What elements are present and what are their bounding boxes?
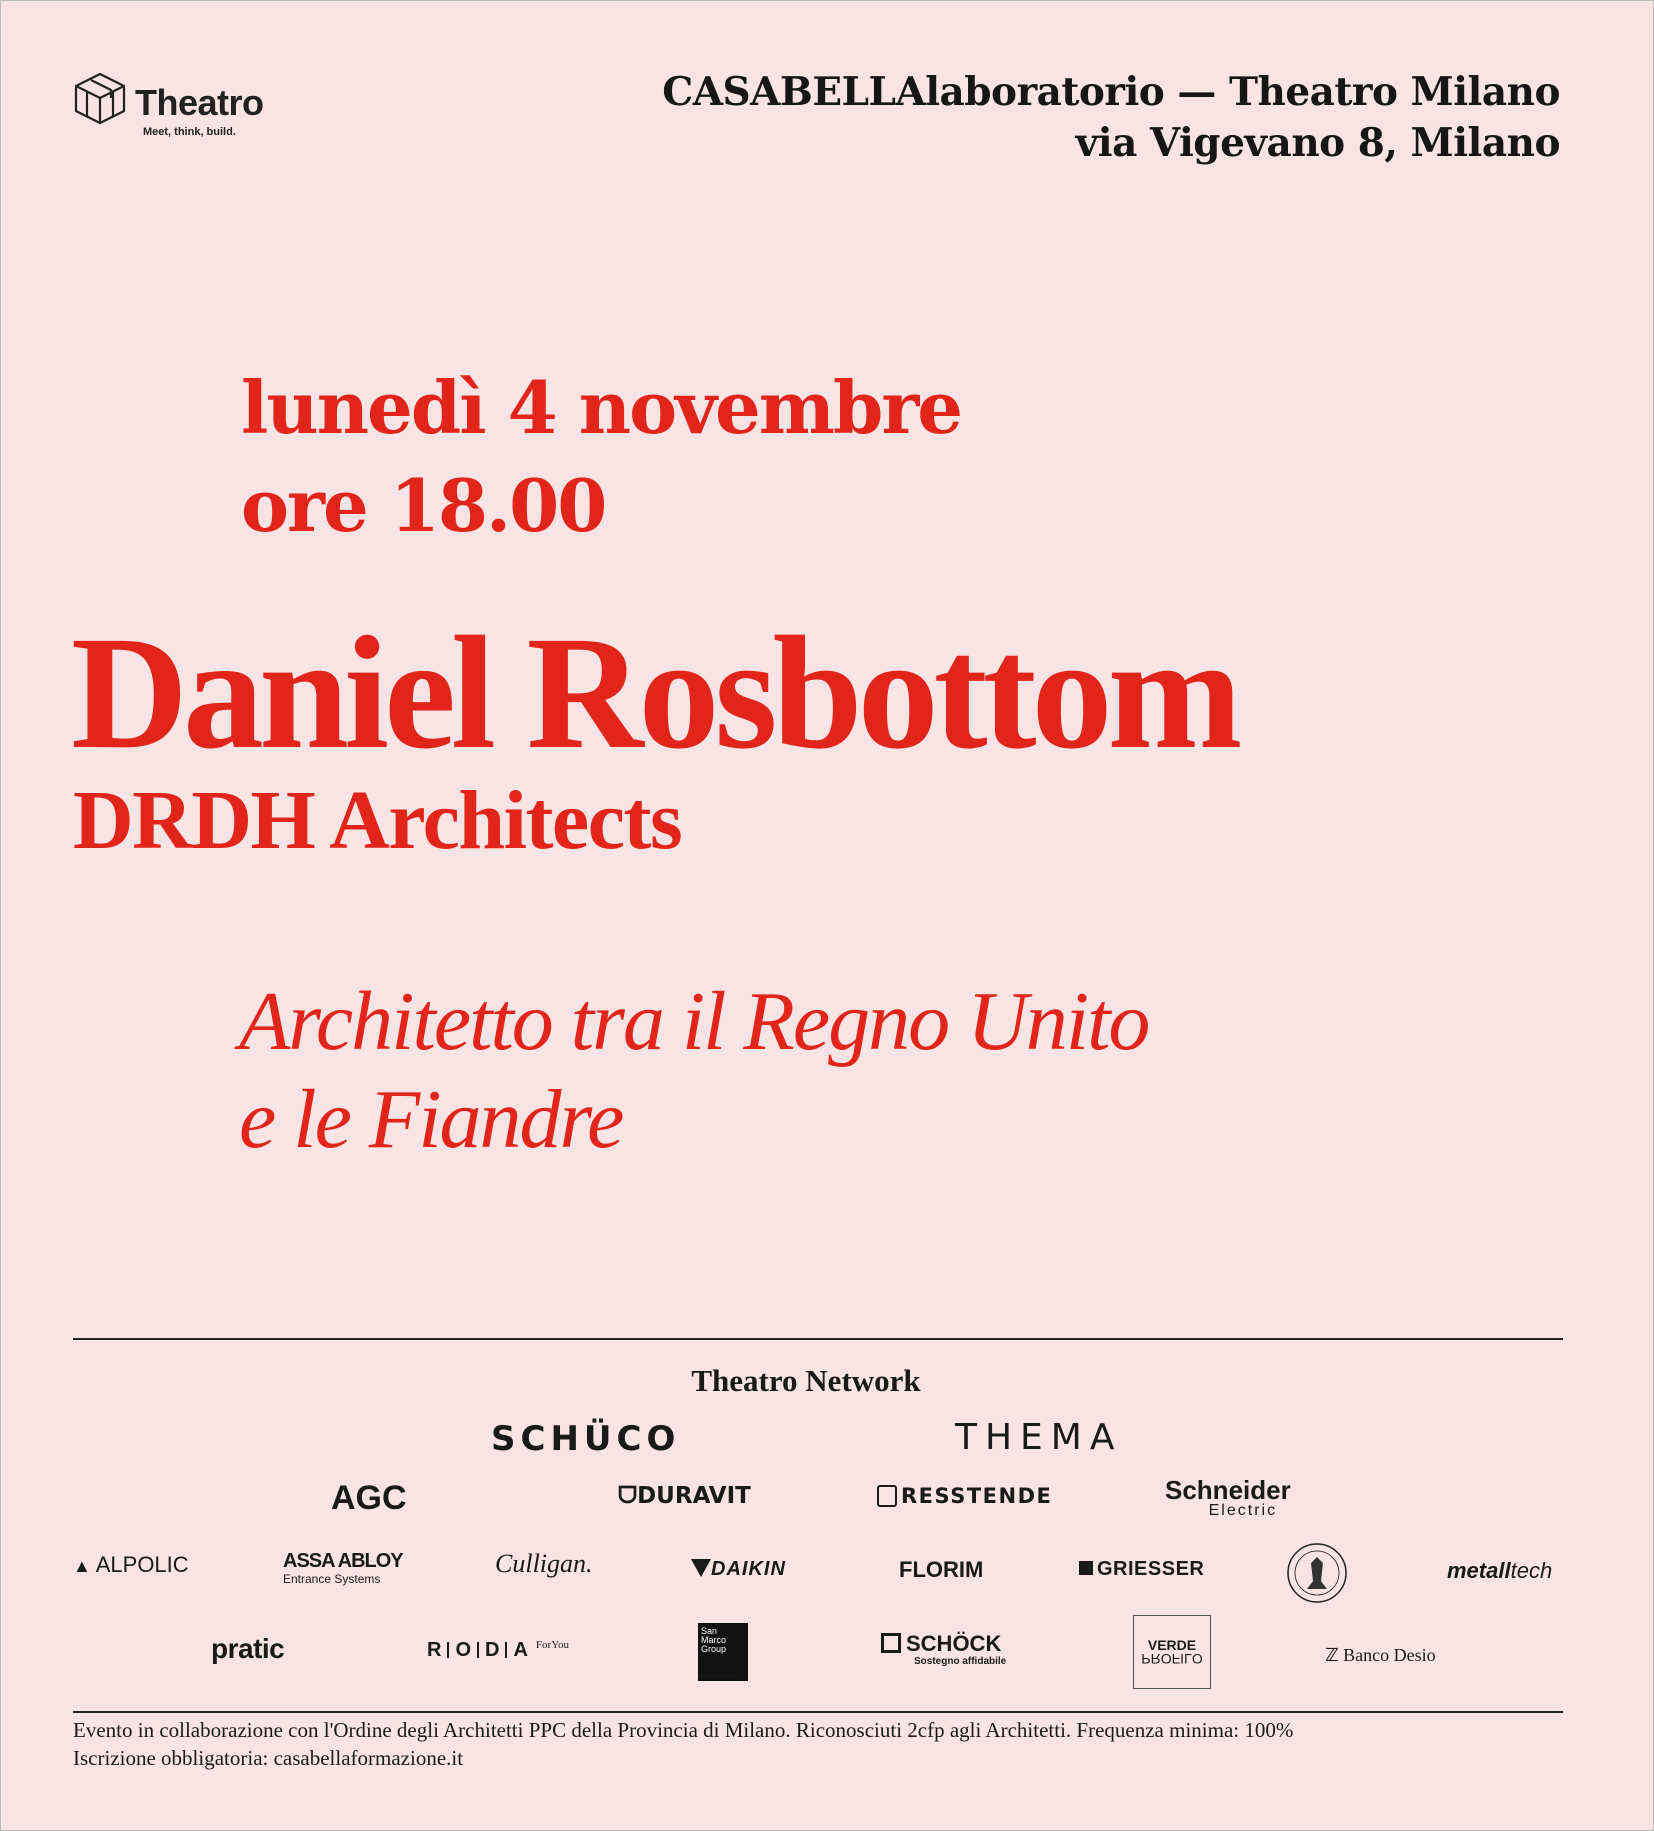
brand-florim: FLORIM [899,1557,984,1582]
theatro-cube-icon [71,71,129,125]
griesser-icon [1079,1561,1093,1575]
event-datetime [241,359,961,555]
brand-metalltech: metalltech [1447,1558,1553,1583]
footer-registration: Iscrizione obbligatoria: casabellaformazione.it [73,1746,464,1770]
brand-culligan: Culligan. [495,1549,593,1578]
venue-name: CASABELLAlaboratorio — Theatro Milano [662,69,1560,115]
brand-schoeck: SCHÖCK Sostegno affidabile [881,1633,1006,1667]
brand-pratic: pratic [211,1633,285,1664]
brand-schneider: Schneider Electric [1165,1475,1291,1519]
subtitle-line-2: e le Fiandre [239,1073,623,1166]
brand-assa-abloy: ASSA ABLOY Entrance Systems [283,1550,403,1586]
theatro-logo [71,71,264,138]
ordine-architetti-seal-icon [1283,1541,1351,1605]
daikin-icon [691,1559,711,1577]
event-time: ore 18.00 [241,463,606,548]
schoeck-icon [881,1633,901,1653]
resstende-icon [877,1485,897,1507]
brand-schueco: SCHÜCO [491,1419,681,1459]
venue-block [662,67,1560,169]
footer-credits: Evento in collaborazione con l'Ordine degli Architetti PPC della Provincia di Milano. Riconosciuti 2cfp agli Architetti. Frequenza minima: 100% [73,1718,1294,1742]
san-marco-tagline: DESIGN THE FUTURE [698,1674,740,1679]
logo-tagline: Meet, think, build. [143,126,236,138]
banco-desio-icon: ℤ [1325,1645,1339,1666]
event-date: lunedì 4 novembre [241,365,962,450]
brand-thema: THEMA [955,1417,1123,1458]
divider-bottom [73,1711,1563,1713]
speaker-name: Daniel Rosbottom [71,604,1238,783]
brand-daikin: DAIKIN [691,1558,786,1581]
network-title: Theatro Network [691,1363,921,1398]
brand-resstende: RESSTENDE [877,1484,1052,1508]
logo-name: Theatro [135,82,264,123]
footer-notes [73,1716,1293,1772]
brand-griesser: GRIESSER [1079,1558,1204,1581]
brand-verde-profilo: VERDE PROFILO [1133,1615,1211,1689]
brand-banco-desio: ℤ Banco Desio [1325,1645,1436,1666]
brand-roda: R O D A $^{ForYou}$ [427,1639,570,1661]
duravit-icon: ᗜ [618,1483,638,1509]
speaker-firm: DRDH Architects [73,774,682,867]
divider-top [73,1338,1563,1340]
event-subtitle [239,973,1148,1169]
venue-address: via Vigevano 8, Milano [1075,120,1560,166]
alpolic-icon: ▲ [73,1556,91,1576]
subtitle-line-1: Architetto tra il Regno Unito [239,975,1149,1068]
brand-duravit: ᗜDURAVIT [618,1483,751,1509]
brand-san-marco: San Marco Group [698,1623,748,1681]
brand-agc: AGC [331,1479,407,1517]
brand-alpolic: ▲ ALPOLIC [73,1552,189,1577]
